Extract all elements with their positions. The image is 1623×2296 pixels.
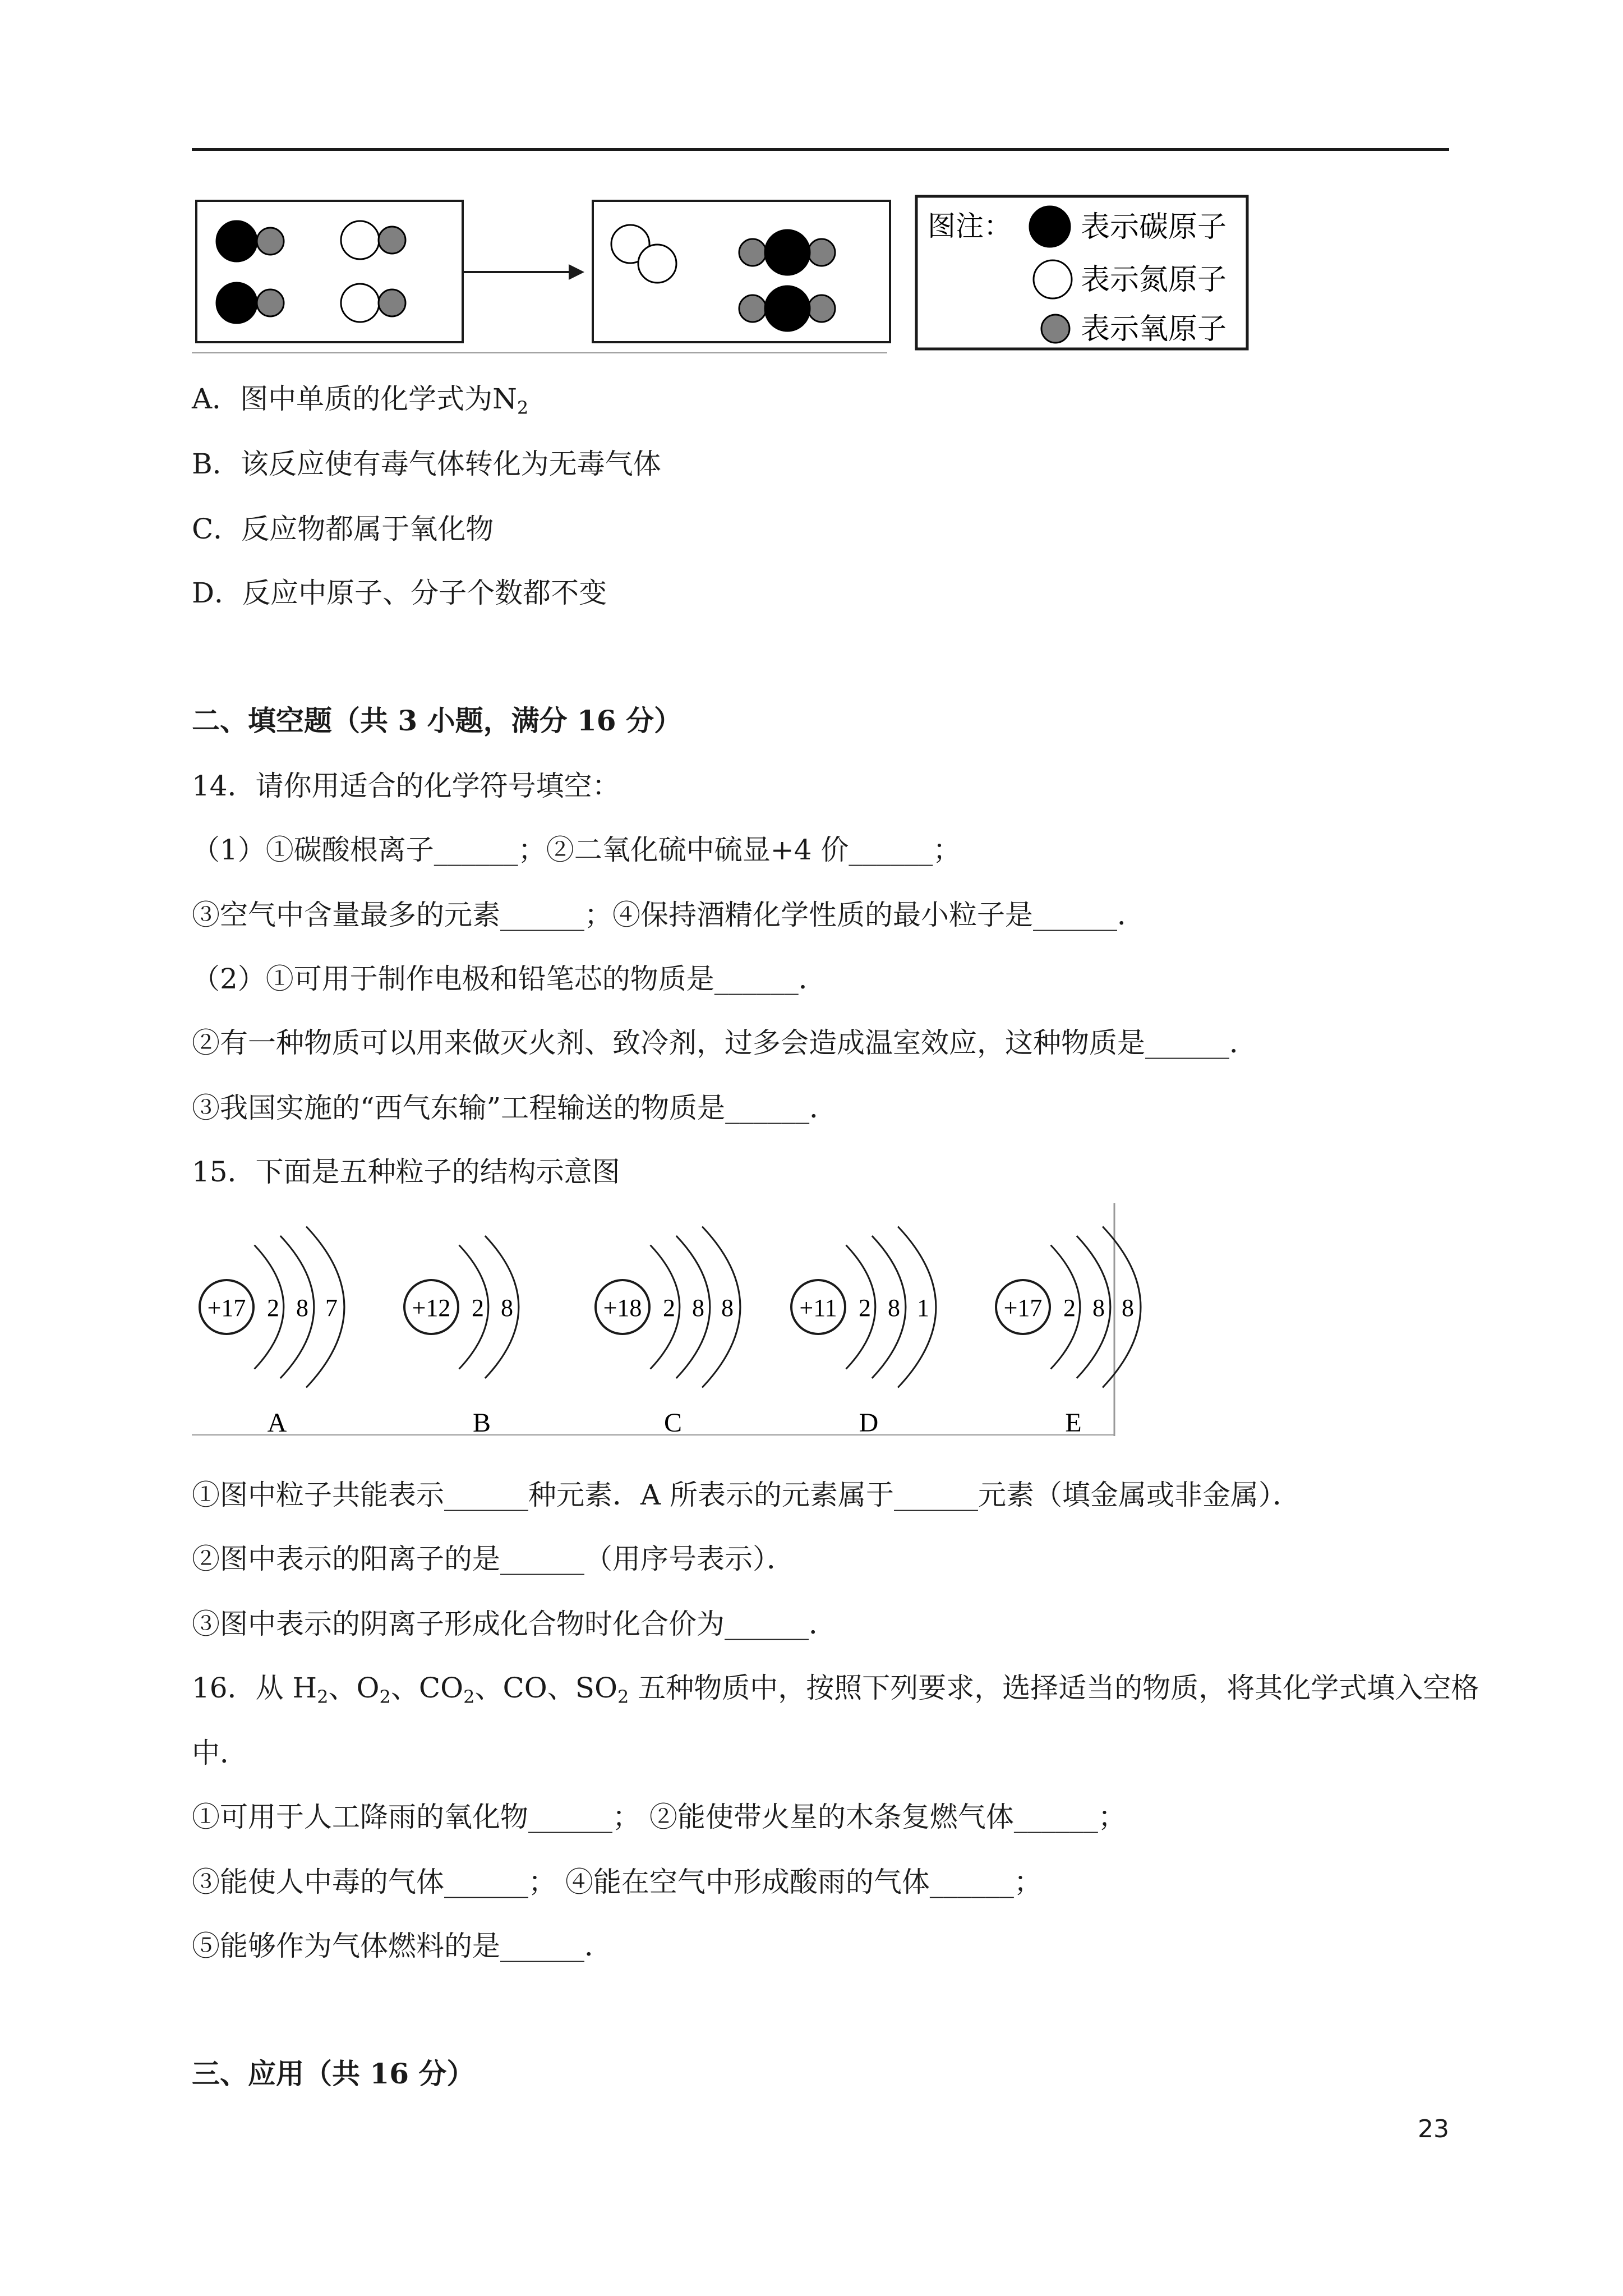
q14-line-5: ③我国实施的“西气东输”工程输送的物质是______． (192, 1092, 838, 1124)
nucleus-charge-label: +11 (799, 1294, 837, 1322)
q16-intro-p2: 、O (328, 1672, 380, 1704)
q15-title: 15．下面是五种粒子的结构示意图 (192, 1156, 620, 1188)
q15-line-1: ①图中粒子共能表示______种元素．A 所表示的元素属于______元素（填金属或非金属）． (192, 1479, 1301, 1511)
electron-count-label: 7 (325, 1294, 338, 1322)
q16-cont: 中． (192, 1737, 248, 1769)
particle-letter-label: D (859, 1408, 879, 1438)
oxygen-atom-icon (1041, 315, 1069, 343)
electron-count-label: 2 (472, 1294, 484, 1322)
electron-count-label: 8 (501, 1294, 513, 1322)
electron-count-label: 8 (296, 1294, 308, 1322)
q16-line-3: ⑤能够作为气体燃料的是______． (192, 1930, 612, 1962)
q15-line-2: ②图中表示的阳离子的是______（用序号表示）． (192, 1543, 795, 1575)
legend-nitrogen-label: 表示氮原子 (1081, 263, 1227, 297)
q14-line-1: （1）①碳酸根离子______；②二氧化硫中硫显+4 价______； (192, 834, 961, 866)
electron-count-label: 8 (692, 1294, 704, 1322)
option-c: C．反应物都属于氧化物 (192, 513, 494, 545)
q16-intro-s1: 2 (317, 1686, 329, 1708)
reactant-no-molecule-1 (341, 221, 405, 259)
q16-intro (192, 1668, 1479, 1708)
particle-a (200, 1226, 344, 1438)
reactant-no-molecule-2 (341, 284, 405, 322)
particle-letter-label: E (1065, 1408, 1082, 1438)
particle-letter-label: C (663, 1408, 683, 1438)
q14-line-4: ②有一种物质可以用来做灭火剂、致冷剂，过多会造成温室效应，这种物质是______． (192, 1027, 1257, 1059)
nucleus-charge-label: +18 (603, 1294, 642, 1322)
reaction-arrow-head (569, 264, 584, 280)
particle-letter-label: A (267, 1408, 287, 1438)
electron-count-label: 8 (888, 1294, 900, 1322)
option-a-subscript: 2 (517, 397, 529, 418)
electron-count-label: 8 (721, 1294, 734, 1322)
electron-count-label: 2 (1063, 1294, 1076, 1322)
header-rule (192, 148, 1449, 151)
nucleus-charge-label: +17 (1003, 1294, 1043, 1322)
electron-count-label: 1 (917, 1294, 929, 1322)
option-a-text: A．图中单质的化学式为N (192, 383, 517, 415)
q16-line-1: ①可用于人工降雨的氧化物______； ②能使带火星的木条复燃气体______； (192, 1801, 1126, 1833)
option-d: D．反应中原子、分子个数都不变 (192, 577, 607, 609)
electron-count-label: 2 (267, 1294, 279, 1322)
atomic-structure-diagram (192, 1200, 1134, 1453)
legend-title: 图注： (928, 210, 1012, 242)
q16-intro-s2: 2 (379, 1686, 391, 1708)
q16-intro-p5: 五种物质中，按照下列要求，选择适当的物质，将其化学式填入空格 (629, 1672, 1479, 1704)
nitrogen-atom-icon (1034, 260, 1072, 298)
q16-intro-p4: 、CO、SO (474, 1672, 617, 1704)
option-b: B．该反应使有毒气体转化为无毒气体 (192, 448, 661, 480)
reaction-diagram (192, 191, 1448, 359)
q15-line-3: ③图中表示的阴离子形成化合物时化合价为______． (192, 1608, 837, 1640)
legend-oxygen-label: 表示氧原子 (1081, 312, 1227, 346)
particle-b (404, 1236, 519, 1438)
particle-letter-label: B (472, 1408, 491, 1438)
q16-intro-p1: 16．从 H (192, 1672, 317, 1704)
q16-intro-p3: 、CO (390, 1672, 464, 1704)
electron-count-label: 2 (663, 1294, 675, 1322)
product-box (593, 201, 890, 342)
q14-line-3: （2）①可用于制作电极和铅笔芯的物质是______． (192, 963, 827, 995)
q14-title: 14．请你用适合的化学符号填空： (192, 770, 620, 802)
q14-line-2: ③空气中含量最多的元素______；④保持酒精化学性质的最小粒子是______． (192, 899, 1145, 931)
nucleus-charge-label: +12 (412, 1294, 451, 1322)
section2-heading: 二、填空题（共 3 小题，满分 16 分） (192, 704, 682, 737)
particle-d (791, 1226, 936, 1438)
legend-carbon-label: 表示碳原子 (1081, 210, 1227, 244)
q16-intro-s4: 2 (617, 1686, 629, 1708)
page-number: 23 (1418, 2115, 1449, 2143)
particle-c (596, 1226, 740, 1438)
section3-heading: 三、应用（共 16 分） (192, 2057, 475, 2090)
electron-count-label: 8 (1092, 1294, 1105, 1322)
q16-line-2: ③能使人中毒的气体______； ④能在空气中形成酸雨的气体______； (192, 1866, 1042, 1898)
particle-e (996, 1226, 1141, 1438)
q16-intro-s3: 2 (463, 1686, 475, 1708)
electron-count-label: 8 (1122, 1294, 1134, 1322)
option-a (192, 379, 528, 418)
figure-baseline (192, 352, 887, 353)
nucleus-charge-label: +17 (207, 1294, 246, 1322)
carbon-atom-icon (1030, 206, 1070, 247)
electron-count-label: 2 (859, 1294, 871, 1322)
